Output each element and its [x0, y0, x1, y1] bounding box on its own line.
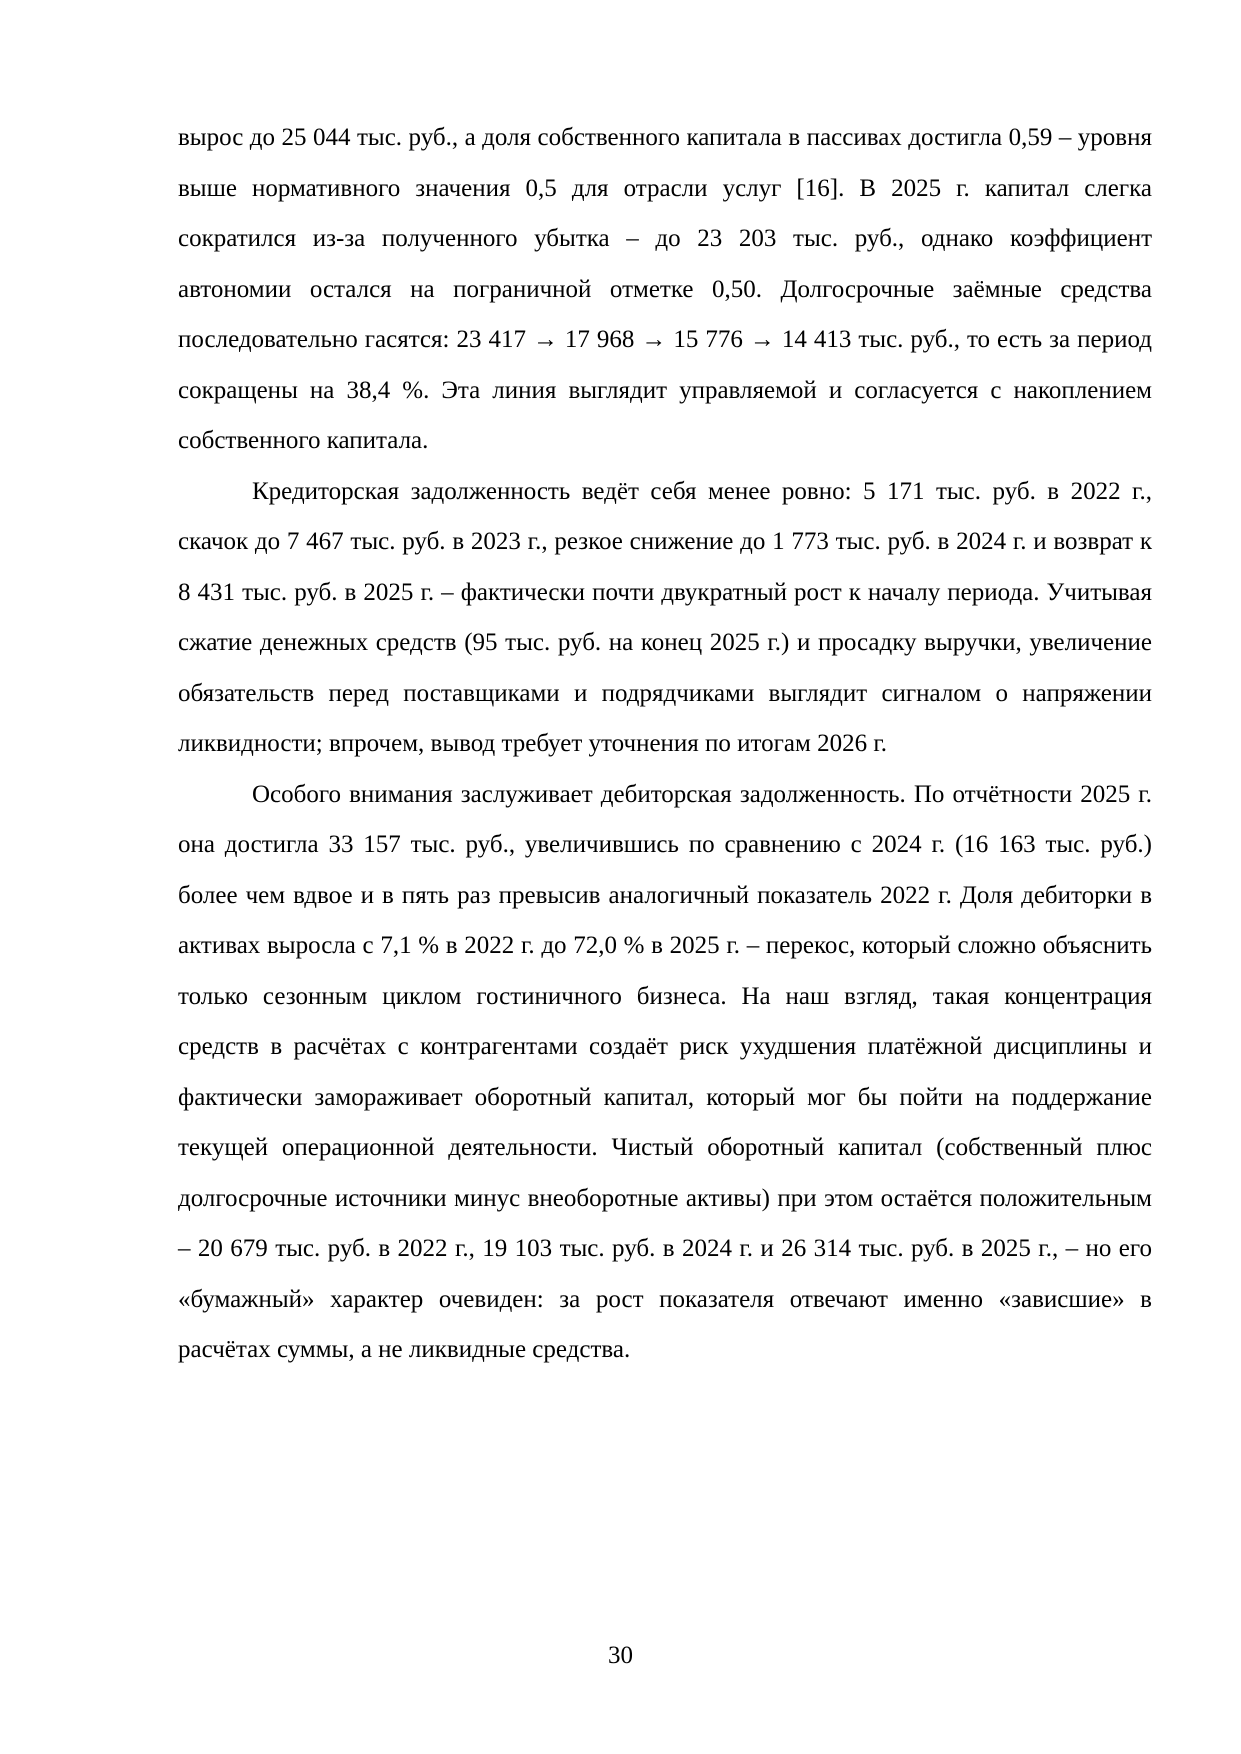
paragraph-accounts-payable: Кредиторская задолженность ведёт себя менее ровно: 5 171 тыс. руб. в 2022 г., скачок до 7 467 тыс. руб. в 2023 г., резкое снижение до 1 773 тыс. руб. в 2024 г. и возврат к 8 431 тыс. руб. в 2025 г. – фактически почти двукратный рост к началу периода. Учитывая сжатие денежных средств (95 тыс. руб. на конец 2025 г.) и просадку выручки, увеличение обязательств перед поставщиками и подрядчиками выглядит сигналом о напряжении ликвидности; впрочем, вывод требует уточнения по итогам 2026 г.	[178, 477, 1152, 757]
paragraph-equity-and-long-term-debt: вырос до 25 044 тыс. руб., а доля собственного капитала в пассивах достигла 0,59 – уровня выше нормативного значения 0,5 для отрасли услуг [16]. В 2025 г. капитал слегка сократился из-за полученного убытка – до 23 203 тыс. руб., однако коэффициент автономии остался на пограничной отметке 0,50. Долгосрочные заёмные средства последовательно гасятся: 23 417 → 17 968 → 15 776 → 14 413 тыс. руб., то есть за период сокращены на 38,4 %. Эта линия выглядит управляемой и согласуется с накоплением собственного капитала.	[178, 124, 1152, 454]
paragraph-accounts-receivable: Особого внимания заслуживает дебиторская задолженность. По отчётности 2025 г. она достигла 33 157 тыс. руб., увеличившись по сравнению с 2024 г. (16 163 тыс. руб.) более чем вдвое и в пять раз превысив аналогичный показатель 2022 г. Доля дебиторки в активах выросла с 7,1 % в 2022 г. до 72,0 % в 2025 г. – перекос, который сложно объяснить только сезонным циклом гостиничного бизнеса. На наш взгляд, такая концентрация средств в расчётах с контрагентами создаёт риск ухудшения платёжной дисциплины и фактически замораживает оборотный капитал, который мог бы пойти на поддержание текущей операционной деятельности. Чистый оборотный капитал (собственный плюс долгосрочные источники минус внеоборотные активы) при этом остаётся положительным – 20 679 тыс. руб. в 2022 г., 19 103 тыс. руб. в 2024 г. и 26 314 тыс. руб. в 2025 г., – но его «бумажный» характер очевиден: за рост показателя отвечают именно «зависшие» в расчётах суммы, а не ликвидные средства.	[178, 780, 1152, 1363]
body-text	[178, 113, 1152, 1376]
page-number: 30	[608, 1642, 633, 1669]
